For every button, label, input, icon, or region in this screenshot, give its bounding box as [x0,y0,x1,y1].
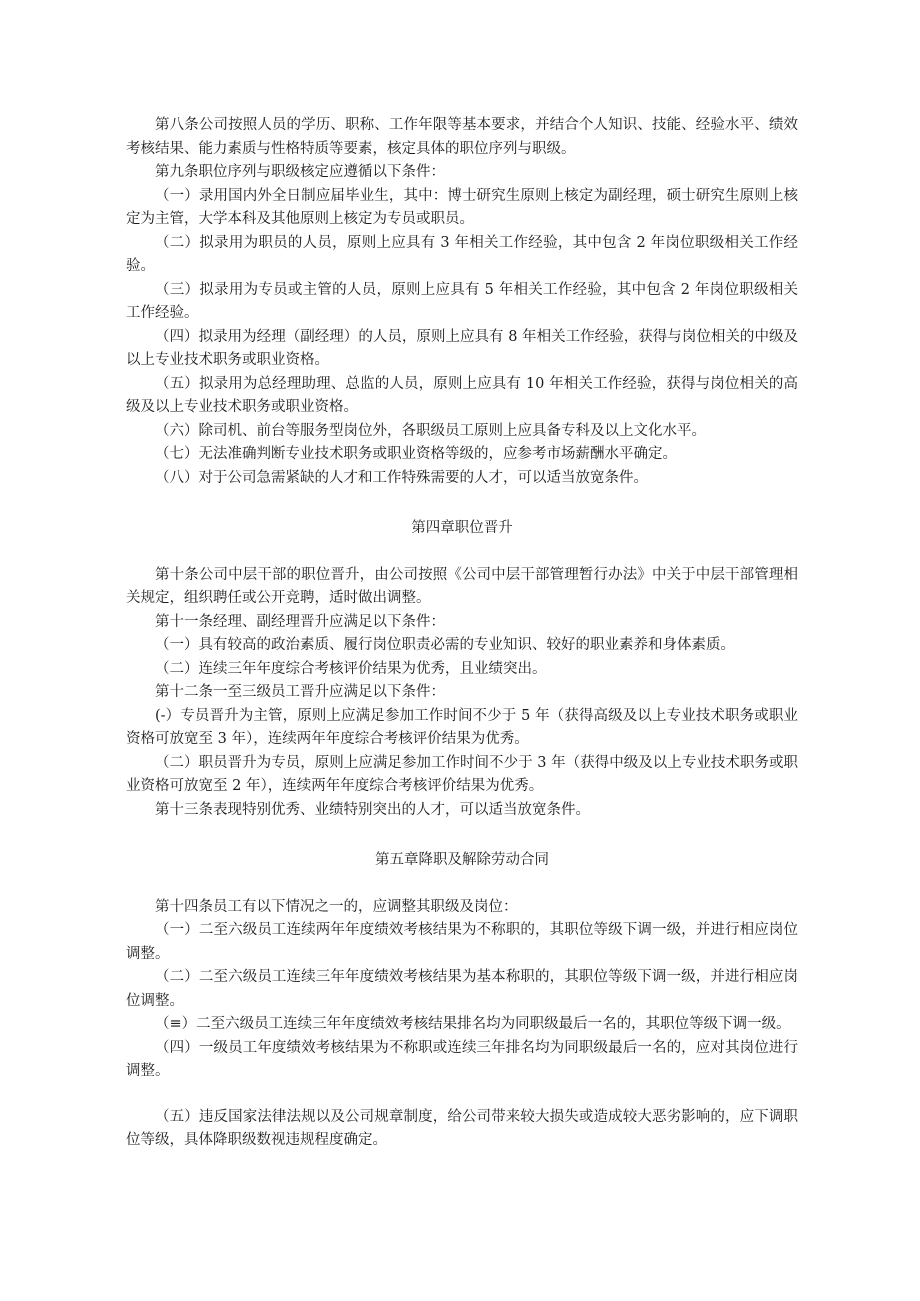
article-9-item-8: （八）对于公司急需紧缺的人才和工作特殊需要的人才，可以适当放宽条件。 [155,469,648,486]
article-14-item-1: （一）二至六级员工连续两年年度绩效考核结果为不称职的，其职位等级下调一级，并进行相应岗位调整。 [126,922,798,962]
article-14-item-4: （四）一级员工年度绩效考核结果为不称职或连续三年排名均为同职级最后一名的，应对其岗位进行调整。 [126,1039,798,1079]
article-8: 第八条公司按照人员的学历、职称、工作年限等基本要求，并结合个人知识、技能、经验水平、绩效考核结果、能力素质与性格特质等要素，核定具体的职位序列与职级。 [126,117,798,157]
document-page [126,114,798,1153]
article-9-item-3: （三）拟录用为专员或主管的人员，原则上应具有 5 年相关工作经验，其中包含 2 年岗位职级相关工作经验。 [126,281,798,321]
article-12-item-2: （二）职员晋升为专员，原则上应满足参加工作时间不少于 3 年（获得中级及以上专业技术职务或职业资格可放宽至 2 年），连续两年年度综合考核评价结果为优秀。 [126,754,798,794]
chapter-4-title: 第四章职位晋升 [411,520,513,536]
article-11-item-2: （二）连续三年年度综合考核评价结果为优秀，且业绩突出。 [155,660,547,677]
article-9-item-5: （五）拟录用为总经理助理、总监的人员，原则上应具有 10 年相关工作经验，获得与岗位相关的高级及以上专业技术职务或职业资格。 [126,375,798,415]
article-9-item-6: （六）除司机、前台等服务型岗位外，各职级员工原则上应具备专科及以上文化水平。 [155,422,706,439]
article-14-item-5: （五）违反国家法律法规以及公司规章制度，给公司带来较大损失或造成较大恶劣影响的，应下调职位等级，具体降职级数视违规程度确定。 [126,1108,798,1148]
article-9-item-4: （四）拟录用为经理（副经理）的人员，原则上应具有 8 年相关工作经验，获得与岗位相关的中级及以上专业技术职务或职业资格。 [126,328,798,368]
article-13: 第十三条表现特别优秀、业绩特别突出的人才，可以适当放宽条件。 [155,801,590,818]
article-9-item-1: （一）录用国内外全日制应届毕业生，其中：博士研究生原则上核定为副经理，硕士研究生原则上核定为主管，大学本科及其他原则上核定为专员或职员。 [126,187,798,227]
article-14: 第十四条员工有以下情况之一的，应调整其职级及岗位： [155,898,518,915]
article-14-item-2: （二）二至六级员工连续三年年度绩效考核结果为基本称职的，其职位等级下调一级，并进行相应岗位调整。 [126,969,798,1009]
article-11: 第十一条经理、副经理晋升应满足以下条件： [155,613,445,630]
article-9-item-7: （七）无法准确判断专业技术职务或职业资格等级的，应参考市场薪酬水平确定。 [155,446,677,462]
article-9-item-2: （二）拟录用为职员的人员，原则上应具有 3 年相关工作经验，其中包含 2 年岗位职级相关工作经验。 [126,234,798,274]
article-9: 第九条职位序列与职级核定应遵循以下条件： [155,164,445,180]
article-11-item-1: （一）具有较高的政治素质、履行岗位职责必需的专业知识、较好的职业素养和身体素质。 [155,637,735,653]
chapter-5-title: 第五章降职及解除劳动合同 [375,852,549,868]
article-10: 第十条公司中层干部的职位晋升，由公司按照《公司中层干部管理暂行办法》中关于中层干部管理相关规定，组织聘任或公开竞聘，适时做出调整。 [126,566,798,606]
article-12-item-1: (-）专员晋升为主管，原则上应满足参加工作时间不少于 5 年（获得高级及以上专业技术职务或职业资格可放宽至 3 年），连续两年年度综合考核评价结果为优秀。 [126,707,798,747]
article-12: 第十二条一至三级员工晋升应满足以下条件： [155,684,445,700]
article-14-item-3: （≡）二至六级员工连续三年年度绩效考核结果排名均为同职级最后一名的，其职位等级下调一级。 [155,1016,791,1032]
